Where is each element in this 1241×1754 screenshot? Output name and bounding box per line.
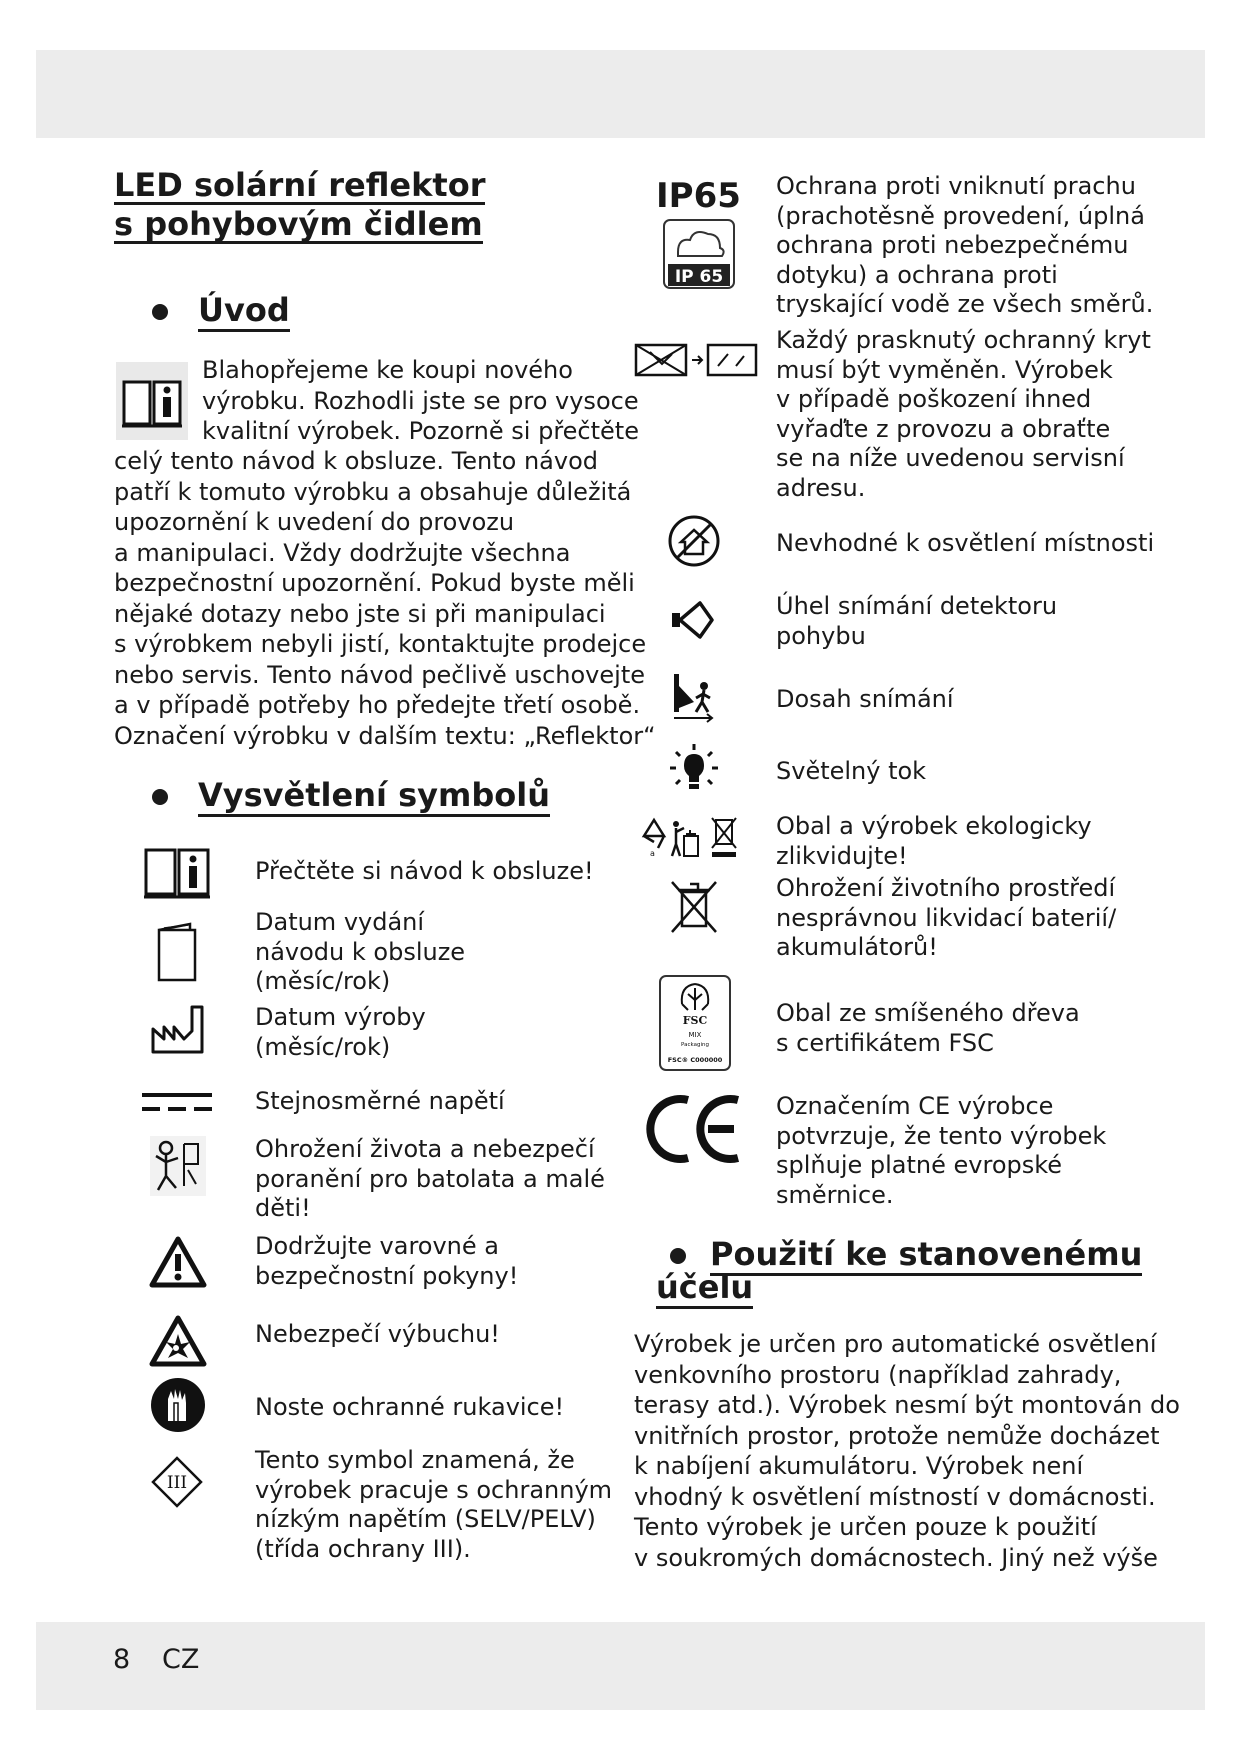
ce-description: Označením CE výrobce potvrzuje, že tento výrobek splňuje platné evropské směrnice. bbox=[776, 1092, 1107, 1209]
ip65-description: Ochrana proti vniknutí prachu (prachotěsně provedení, úplná ochrana proti nebezpečnému dotyku) a ochrana proti tryskající vodě ze všech směrů. bbox=[776, 172, 1154, 318]
book-info-icon bbox=[143, 846, 211, 900]
detection-angle-icon bbox=[670, 597, 718, 643]
luminous-flux-description: Světelný tok bbox=[776, 757, 927, 785]
header-band bbox=[36, 50, 1205, 138]
factory-icon bbox=[150, 1003, 206, 1055]
intro-paragraph-2: celý tento návod k obsluze. Tento návod patří k tomuto výrobku a obsahuje důležitá upozornění k uvedení do provozu a manipulaci. Vždy dodržujte všechna bezpečnostní upozornění. Pokud byste měli nějaké dotazy nebo jste si při manipulaci s výrobkem nebyli jistí, kontaktujte prodejce nebo servis. Tento návod pečlivě uschovejte a v případě potřeby ho předejte třetí osobě. Označení výrobku v dalším textu: „Reflektor“ bbox=[114, 447, 656, 750]
ce-mark-icon bbox=[646, 1092, 746, 1166]
cracked-cover-description: Každý prasknutý ochranný kryt musí být vyměněn. Výrobek v případě poškození ihned vyřaďte z provozu a obraťte se na níže uvedenou servisní adresu. bbox=[776, 326, 1151, 502]
book-info-icon bbox=[116, 362, 188, 440]
symbol-text-toddler-danger: Ohrožení života a nebezpečí poranění pro batolata a malé děti! bbox=[255, 1135, 605, 1222]
ip65-icon: IP65 IP 65 bbox=[656, 176, 741, 287]
luminous-flux-icon bbox=[668, 742, 720, 794]
symbol-text-issue-date: Datum vydání návodu k obsluze (měsíc/rok) bbox=[255, 908, 466, 995]
battery-disposal-description: Ohrožení životního prostředí nesprávnou likvidací baterií/ akumulátorů! bbox=[776, 874, 1117, 961]
no-indoor-description: Nevhodné k osvětlení místnosti bbox=[776, 529, 1155, 557]
fsc-description: Obal ze smíšeného dřeva s certifikátem FSC bbox=[776, 999, 1080, 1057]
svg-text:IP 65: IP 65 bbox=[674, 267, 724, 287]
detection-angle-description: Úhel snímání detektoru pohybu bbox=[776, 592, 1058, 650]
page-number: 8 bbox=[113, 1644, 131, 1675]
no-indoor-room-icon bbox=[667, 514, 721, 568]
bullet-icon bbox=[152, 789, 168, 805]
warning-triangle-icon bbox=[148, 1235, 208, 1289]
symbol-text-dc-voltage: Stejnosměrné napětí bbox=[255, 1087, 505, 1115]
protection-class-iii-icon bbox=[150, 1455, 204, 1509]
language-code: CZ bbox=[162, 1644, 200, 1675]
svg-text:MIX: MIX bbox=[688, 1031, 702, 1039]
usage-heading-line2: účelu bbox=[656, 1270, 753, 1304]
cracked-cover-icon bbox=[634, 342, 758, 378]
eco-disposal-description: Obal a výrobek ekologicky zlikvidujte! bbox=[776, 812, 1092, 870]
explosion-icon bbox=[148, 1314, 208, 1368]
symbol-text-protection-class: Tento symbol znamená, že výrobek pracuje s ochranným nízkým napětím (SELV/PELV) (třída ochrany III). bbox=[255, 1446, 613, 1563]
svg-text:FSC: FSC bbox=[682, 1014, 708, 1027]
gloves-icon bbox=[150, 1377, 206, 1433]
symbol-text-read-manual: Přečtěte si návod k obsluze! bbox=[255, 857, 594, 885]
toddler-warning-icon bbox=[150, 1136, 206, 1196]
symbol-text-safety-notes: Dodržujte varovné a bezpečnostní pokyny! bbox=[255, 1232, 519, 1290]
bullet-icon bbox=[670, 1248, 686, 1264]
usage-heading: Použití ke stanovenému bbox=[670, 1237, 1142, 1271]
booklet-icon bbox=[156, 920, 200, 984]
bullet-icon bbox=[152, 304, 168, 320]
symbols-heading: Vysvětlení symbolů bbox=[152, 777, 550, 813]
symbol-text-explosion: Nebezpečí výbuchu! bbox=[255, 1320, 500, 1348]
footer-band bbox=[36, 1622, 1205, 1710]
svg-text:a: a bbox=[650, 849, 655, 858]
recycle-disposal-icon bbox=[640, 814, 746, 860]
fsc-icon bbox=[658, 974, 732, 1072]
symbol-text-production-date: Datum výroby (měsíc/rok) bbox=[255, 1003, 426, 1061]
dc-voltage-icon bbox=[140, 1090, 214, 1116]
detection-range-description: Dosah snímání bbox=[776, 685, 954, 713]
battery-disposal-icon bbox=[668, 878, 720, 934]
usage-paragraph: Výrobek je určen pro automatické osvětlení venkovního prostoru (například zahrady, terasy atd.). Výrobek nesmí být montován do vnitřních prostor, protože nemůže docházet k nabíjení akumulátoru. Výrobek není vhodný k osvětlení místností v domácnosti. Tento výrobek je určen pouze k použití v soukromých domácnostech. Jiný než výše bbox=[634, 1330, 1180, 1572]
intro-paragraph-1: Blahopřejeme ke koupi nového výrobku. Rozhodli jste se pro vysoce kvalitní výrobek. Pozorně si přečtěte bbox=[202, 356, 639, 445]
symbol-text-gloves: Noste ochranné rukavice! bbox=[255, 1393, 565, 1421]
svg-text:Packaging: Packaging bbox=[681, 1042, 709, 1048]
detection-range-icon bbox=[672, 672, 720, 724]
intro-heading: Úvod bbox=[152, 292, 290, 328]
svg-text:III: III bbox=[166, 1473, 188, 1493]
svg-text:FSC® C000000: FSC® C000000 bbox=[667, 1056, 723, 1064]
page-title: LED solární reflektor s pohybovým čidlem bbox=[114, 166, 486, 243]
